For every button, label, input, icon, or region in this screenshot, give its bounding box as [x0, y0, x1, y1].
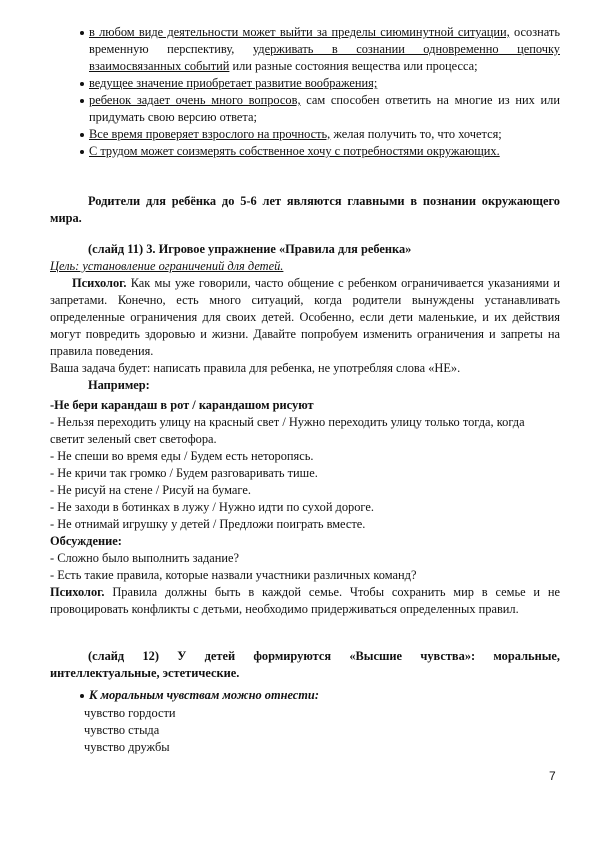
psychologist-label-1: Психолог.	[72, 276, 127, 290]
page-number: 7	[549, 769, 556, 783]
feeling-item: чувство стыда	[84, 723, 160, 737]
bullet-text-run: в любом виде деятельности может выйти за пределы сиюминутной ситуации,	[89, 25, 510, 39]
bullet-text-run: желая получить то, что хочется;	[330, 127, 502, 141]
bullet-list-top	[80, 24, 560, 160]
task-line: Ваша задача будет: написать правила для ребенка, не употребляя слова «НЕ».	[50, 361, 461, 375]
bullet-item	[80, 126, 560, 143]
rules-list	[50, 397, 560, 533]
psychologist-text-1: Как мы уже говорили, часто общение с ребенком ограничивается указаниями и запретами. Конечно, есть много ситуаций, когда родители вынуждены устанавливать определенные ограничения для своих детей. Особенно, если дети маленькие, и их действия могут повредить здоровью и жизни. Давайте попробуем изменить ограничения и запреты на правила поведения.	[50, 276, 560, 358]
moral-feelings-bullet: К моральным чувствам можно отнести:	[80, 687, 560, 704]
bullet-text-run: удерживать в сознании одновременно цепочку взаимосвязанных событий	[89, 42, 560, 73]
bullet-text-run: ребенок задает очень много вопросов,	[89, 93, 301, 107]
bullet-item	[80, 75, 560, 92]
rule-item: - Не спеши во время еды / Будем есть неторопясь.	[50, 449, 314, 463]
rule-item: - Не рисуй на стене / Рисуй на бумаге.	[50, 483, 251, 497]
parents-paragraph: Родители для ребёнка до 5-6 лет являются главными в познании окружающего мира.	[50, 194, 560, 225]
rule-item: - Не отнимай игрушку у детей / Предложи поиграть вместе.	[50, 517, 366, 531]
bullet-item	[80, 24, 560, 75]
feeling-item: чувство гордости	[84, 706, 176, 720]
moral-feelings-heading	[80, 687, 560, 704]
rule-item-first: -Не бери карандаш в рот / карандашом рисуют	[50, 398, 314, 412]
slide-11-heading: (слайд 11) 3. Игровое упражнение «Правила для ребенка»	[88, 242, 412, 256]
feeling-item: чувство дружбы	[84, 740, 170, 754]
rule-item: - Не кричи так громко / Будем разговаривать тише.	[50, 466, 318, 480]
bullet-text-run: осознать временную перспективу,	[89, 25, 560, 56]
bullet-text-run: сам способен ответить на многие из них или придумать свою версию ответа;	[89, 93, 560, 124]
slide-12-paragraph: (слайд 12) У детей формируются «Высшие чувства»: моральные, интеллектуальные, эстетические.	[50, 649, 560, 680]
bullet-text-run: ведущее значение приобретает развитие воображения;	[89, 76, 378, 90]
bullet-text-run: Все время проверяет взрослого на прочность,	[89, 127, 331, 141]
psychologist-paragraph-1	[50, 275, 560, 360]
psychologist-paragraph-2	[50, 584, 560, 618]
goal-text: Цель: установление ограничений для детей.	[50, 259, 284, 273]
questions-list	[50, 550, 560, 584]
bullet-item	[80, 143, 560, 160]
bullet-item	[80, 92, 560, 126]
psychologist-text-2: Правила должны быть в каждой семье. Чтобы сохранить мир в семье и не провоцировать конфликты с детьми, необходимо придерживаться определенных правил.	[50, 585, 560, 616]
rule-item: - Не заходи в ботинках в лужу / Нужно идти по сухой дороге.	[50, 500, 374, 514]
discussion-question: - Сложно было выполнить задание?	[50, 551, 240, 565]
psychologist-label-2: Психолог.	[50, 585, 105, 599]
rule-item: - Нельзя переходить улицу на красный свет / Нужно переходить улицу только тогда, когда светит зеленый свет светофора.	[50, 415, 525, 446]
bullet-text-run: С трудом может соизмерять собственное хочу с потребностями окружающих.	[89, 144, 500, 158]
example-label: Например:	[88, 378, 150, 392]
goal-line	[50, 258, 560, 275]
feelings-list	[84, 705, 560, 756]
bullet-text-run: или разные состояния вещества или процесса;	[229, 59, 478, 73]
discussion-question: - Есть такие правила, которые назвали участники различных команд?	[50, 568, 417, 582]
discussion-label: Обсуждение:	[50, 534, 122, 548]
